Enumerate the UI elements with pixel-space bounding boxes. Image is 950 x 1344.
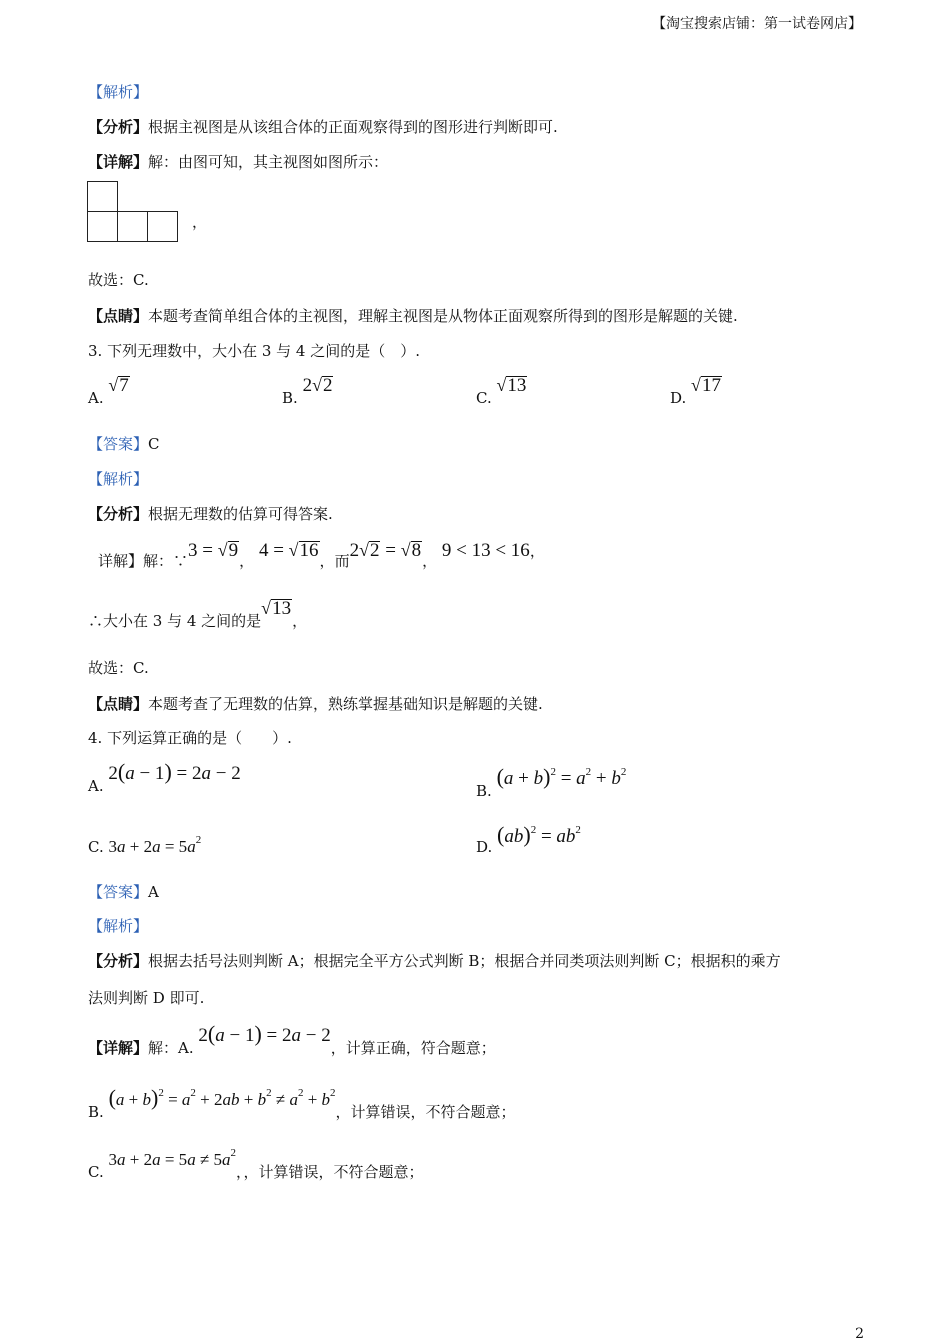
q4-option-b bbox=[476, 762, 627, 800]
q3-b-radicand: 2 bbox=[322, 375, 333, 396]
q2-xiangjie bbox=[88, 152, 388, 172]
q4-xiangjie-b bbox=[88, 1083, 516, 1121]
q4-jiexi-tag: 【解析】 bbox=[88, 917, 149, 935]
q3-stem: 3. 下列无理数中，大小在 3 与 4 之间的是（ ）. bbox=[88, 342, 421, 360]
q3-dianjing bbox=[88, 694, 543, 714]
figure-square-3 bbox=[147, 211, 178, 242]
q4-option-b-label: B. bbox=[476, 782, 492, 800]
q3-answer-tag: 【答案】 bbox=[88, 435, 149, 453]
q2-dianjing-tag: 【点睛】 bbox=[88, 307, 149, 325]
q2-fenxi bbox=[88, 117, 558, 137]
q3-xiangjie-prefix: 详解】解： bbox=[98, 552, 174, 570]
figure-square-1 bbox=[87, 211, 118, 242]
q2-fenxi-tag: 【分析】 bbox=[88, 118, 149, 136]
figure-square-2 bbox=[117, 211, 148, 242]
q3-eq2-radicand: 16 bbox=[299, 540, 319, 561]
q2-dianjing-text: 本题考查简单组合体的主视图，理解主视图是从物体正面观察所得到的图形是解题的关键. bbox=[148, 307, 738, 325]
q4-fenxi-tag: 【分析】 bbox=[88, 952, 149, 970]
q3-fenxi-tag: 【分析】 bbox=[88, 505, 149, 523]
q4-option-d-expr: $(ab)^2 = ab^2$ bbox=[497, 822, 581, 847]
q3-therefore: ∴大小在 3 与 4 之间的是√13， bbox=[88, 598, 308, 630]
q3-answer bbox=[88, 434, 160, 454]
q4-c-comment: ，，计算错误，不符合题意； bbox=[236, 1163, 424, 1181]
q3-eq1: 3 = √9 bbox=[188, 540, 239, 561]
q4-xiangjie-b-expr: $(a + b)^2 = a^2 + 2ab + b^2 \ne a^2 + b^2$ bbox=[108, 1085, 336, 1110]
page-number: 2 bbox=[855, 1326, 864, 1342]
q4-xiangjie-tag: 【详解】 bbox=[88, 1039, 149, 1057]
q2-xiangjie-text: 解：由图可知，其主视图如图所示： bbox=[148, 153, 389, 171]
q4-xiangjie-c-expr: $3a + 2a = 5a \ne 5a^2$ bbox=[108, 1147, 237, 1169]
q4-option-c-expr: $3a + 2a = 5a^2$ bbox=[108, 834, 202, 856]
figure-square-top bbox=[87, 181, 118, 212]
q3-answer-value: C bbox=[148, 435, 160, 453]
q2-jiexi-tag: 【解析】 bbox=[88, 83, 149, 101]
q3-eq3-coef: 2 bbox=[349, 540, 360, 561]
q3-jiexi-tag: 【解析】 bbox=[88, 470, 149, 488]
q3-b-coef: 2 bbox=[302, 375, 313, 396]
q4-fenxi-line1: 根据去括号法则判断 A；根据完全平方公式判断 B；根据合并同类项法则判断 C；根据积的乘方 bbox=[148, 952, 781, 970]
q3-c-radicand: 13 bbox=[507, 375, 527, 396]
q3-eq2-left: 4 = bbox=[258, 540, 284, 561]
q3-dianjing-text: 本题考查了无理数的估算，熟练掌握基础知识是解题的关键. bbox=[148, 695, 543, 713]
header-shop: 【淘宝搜索店铺：第一试卷网店】 bbox=[652, 16, 862, 32]
q2-dianjing bbox=[88, 306, 738, 326]
q4-a-comment: ，计算正确，符合题意； bbox=[330, 1039, 496, 1057]
q4-option-d bbox=[476, 820, 581, 856]
q4-answer-value: A bbox=[148, 883, 159, 901]
q4-stem: 4. 下列运算正确的是（ ）. bbox=[88, 729, 292, 747]
q3-comma-3: ， bbox=[422, 552, 438, 570]
q3-eq3: 2√2 = √8 bbox=[349, 540, 422, 561]
q3-comma-1: ， bbox=[239, 552, 255, 570]
q3-option-a bbox=[88, 375, 130, 407]
figure-comma: ， bbox=[192, 213, 208, 231]
q4-xiangjie-a-expr: 2(a − 1) = 2a − 2 bbox=[198, 1021, 331, 1046]
q3-ineq: 9 < 13 < 16 bbox=[441, 540, 530, 561]
q3-comma-5: ， bbox=[292, 612, 308, 630]
q4-xiangjie-a bbox=[88, 1021, 496, 1057]
q4-option-a bbox=[88, 759, 241, 795]
q3-er: 而 bbox=[334, 552, 350, 570]
q3-option-b-label: B. bbox=[282, 389, 298, 407]
q3-eq3-radicand: 2 bbox=[369, 540, 380, 561]
q3-comma-2: ， bbox=[319, 552, 335, 570]
q2-guxuan: 故选：C. bbox=[88, 271, 149, 289]
q3-option-d-label: D. bbox=[670, 389, 687, 407]
q4-fenxi-line2: 法则判断 D 即可. bbox=[88, 989, 205, 1007]
q3-eq3-right: 8 bbox=[411, 540, 422, 561]
q3-therefore-text: ∴大小在 3 与 4 之间的是 bbox=[88, 612, 262, 630]
because-symbol: ∵ bbox=[173, 552, 189, 570]
q4-answer-tag: 【答案】 bbox=[88, 883, 149, 901]
q4-answer bbox=[88, 882, 159, 902]
q3-fenxi-text: 根据无理数的估算可得答案. bbox=[148, 505, 333, 523]
q3-fenxi bbox=[88, 504, 333, 524]
q4-option-a-label: A. bbox=[88, 777, 104, 795]
q2-xiangjie-tag: 【详解】 bbox=[88, 153, 149, 171]
q3-comma-4: ， bbox=[529, 542, 545, 560]
q4-xiangjie-a-label: 解：A. bbox=[148, 1039, 194, 1057]
q4-fenxi bbox=[88, 951, 781, 971]
q3-a-radicand: 7 bbox=[119, 375, 129, 396]
q3-option-b bbox=[282, 375, 333, 407]
q3-eq1-radicand: 9 bbox=[228, 540, 239, 561]
q3-option-d-expr: √17 bbox=[691, 375, 721, 396]
q4-xiangjie-c bbox=[88, 1143, 424, 1181]
q4-option-c bbox=[88, 830, 201, 857]
q3-d-radicand: 17 bbox=[701, 375, 721, 396]
q3-therefore-radicand: 13 bbox=[272, 598, 292, 619]
q3-xiangjie bbox=[98, 540, 545, 570]
q3-option-c-expr: √13 bbox=[496, 375, 527, 396]
q4-option-d-label: D. bbox=[476, 838, 493, 856]
q3-dianjing-tag: 【点睛】 bbox=[88, 695, 149, 713]
q3-guxuan: 故选：C. bbox=[88, 659, 149, 677]
q3-option-a-expr: √7 bbox=[108, 375, 129, 396]
q3-option-c-label: C. bbox=[476, 389, 492, 407]
q3-eq2: 4 = √16 bbox=[258, 540, 319, 561]
q4-option-b-expr: $(a + b)^2 = a^2 + b^2$ bbox=[496, 764, 627, 789]
q2-fenxi-text: 根据主视图是从该组合体的正面观察得到的图形进行判断即可. bbox=[148, 118, 558, 136]
q4-option-a-expr: 2(a − 1) = 2a − 2 bbox=[108, 759, 241, 784]
q3-eq1-left: 3 = bbox=[188, 540, 213, 561]
q3-option-d bbox=[670, 375, 722, 407]
q3-option-b-expr: 2√2 bbox=[302, 375, 333, 396]
q4-b-comment: ，计算错误，不符合题意； bbox=[335, 1103, 516, 1121]
q3-option-c bbox=[476, 375, 527, 407]
q4-b-label: B. bbox=[88, 1103, 104, 1121]
q4-option-c-label: C. bbox=[88, 838, 104, 856]
q4-c-label: C. bbox=[88, 1163, 104, 1181]
q3-option-a-label: A. bbox=[88, 389, 104, 407]
